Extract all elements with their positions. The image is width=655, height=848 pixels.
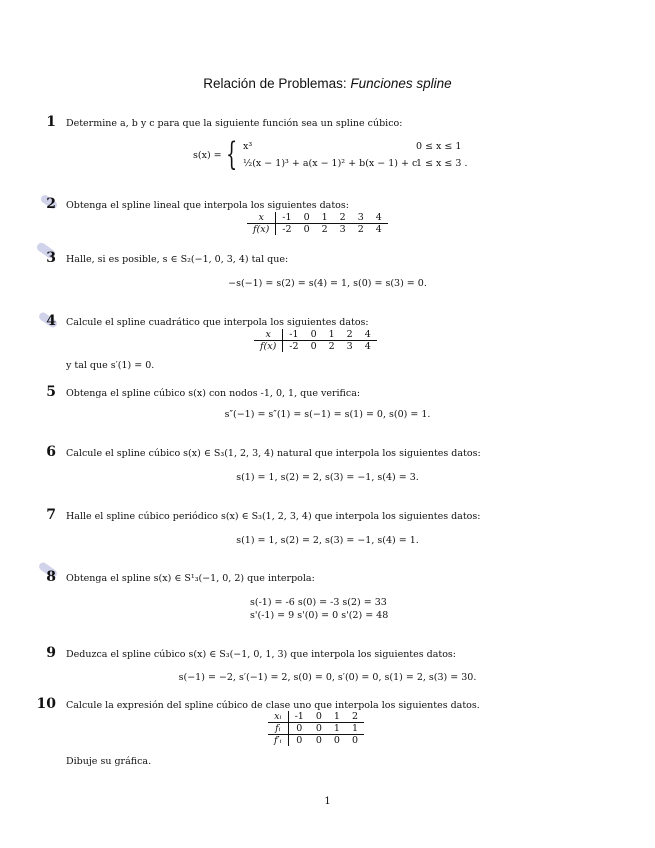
- table-cell: -1: [283, 329, 305, 341]
- equation: s(-1) = -6 s(0) = -3 s(2) = 33: [250, 597, 387, 608]
- table-cell: 0: [333, 735, 340, 746]
- table-cell: 2: [341, 329, 359, 341]
- table-cell: f′ᵢ: [268, 735, 288, 747]
- equation-case: x³: [243, 141, 253, 152]
- table-cell: 2: [328, 341, 335, 352]
- problem-text: Deduzca el spline cúbico s(x) ∈ S₃(−1, 0, 1, 3) que interpola los siguientes datos:: [66, 649, 457, 660]
- table-cell: 0: [310, 341, 317, 352]
- problem-text: Calcule la expresión del spline cúbico de clase uno que interpola los siguientes datos.: [66, 700, 480, 711]
- table-cell: -2: [282, 224, 292, 235]
- problem-number: 8: [46, 569, 56, 585]
- page-number: 1: [324, 796, 331, 807]
- data-table: [247, 212, 388, 235]
- equation: s'(-1) = 9 s'(0) = 0 s'(2) = 48: [250, 610, 389, 621]
- table-cell: 3: [339, 224, 346, 235]
- brace: {: [226, 135, 238, 173]
- table-cell: x: [254, 329, 283, 341]
- problem-number: 1: [46, 114, 56, 130]
- problem-text: y tal que s′(1) = 0.: [66, 360, 155, 371]
- problem-number: 6: [46, 444, 56, 460]
- table-cell: 1: [328, 711, 346, 723]
- table-cell: 0: [303, 224, 310, 235]
- table-cell: 0: [298, 212, 316, 224]
- page-title: Relación de Problemas: Funciones spline: [203, 76, 452, 91]
- table-cell: f(x): [247, 224, 276, 236]
- problem-number: 2: [46, 196, 56, 212]
- table-cell: 0: [288, 723, 310, 735]
- data-table: [254, 329, 377, 352]
- table-cell: 3: [352, 212, 370, 224]
- table-cell: -1: [288, 711, 310, 723]
- table-cell: xᵢ: [268, 711, 288, 723]
- equation: s″(−1) = s″(1) = s(−1) = s(1) = 0, s(0) = 1.: [224, 409, 431, 420]
- table-cell: 4: [370, 212, 388, 224]
- table-cell: 0: [310, 711, 328, 723]
- table-cell: 2: [346, 711, 364, 723]
- problem-text: Dibuje su gráfica.: [66, 756, 152, 767]
- table-cell: 0: [351, 735, 358, 746]
- equation-lhs: s(x) =: [193, 150, 222, 161]
- table-cell: -1: [276, 212, 298, 224]
- table-cell: 2: [357, 224, 364, 235]
- table-cell: 0: [310, 723, 328, 735]
- problem-number: 7: [46, 507, 56, 523]
- equation: s(1) = 1, s(2) = 2, s(3) = −1, s(4) = 1.: [236, 535, 419, 546]
- table-cell: 1: [316, 212, 334, 224]
- table-cell: 0: [305, 329, 323, 341]
- table-cell: 4: [364, 341, 371, 352]
- problem-number: 5: [46, 384, 56, 400]
- problem-number: 10: [36, 696, 56, 712]
- table-cell: 4: [359, 329, 377, 341]
- table-cell: 4: [375, 224, 382, 235]
- equation: s(1) = 1, s(2) = 2, s(3) = −1, s(4) = 3.: [236, 472, 419, 483]
- equation-condition: 1 ≤ x ≤ 3 .: [416, 158, 468, 169]
- equation-condition: 0 ≤ x ≤ 1: [416, 141, 462, 152]
- problem-text: Halle el spline cúbico periódico s(x) ∈ S₃(1, 2, 3, 4) que interpola los siguientes datos:: [66, 511, 481, 522]
- problem-number: 9: [46, 645, 56, 661]
- equation-case: ½(x − 1)³ + a(x − 1)² + b(x − 1) + c: [243, 158, 418, 169]
- problem-text: Calcule el spline cuadrático que interpola los siguientes datos:: [66, 317, 369, 328]
- table-cell: 1: [346, 723, 364, 735]
- table-cell: f(x): [254, 341, 283, 353]
- problem-text: Determine a, b y c para que la siguiente función sea un spline cúbico:: [66, 118, 403, 129]
- table-cell: 2: [334, 212, 352, 224]
- table-cell: 1: [323, 329, 341, 341]
- problem-text: Calcule el spline cúbico s(x) ∈ S₃(1, 2, 3, 4) natural que interpola los siguientes datos:: [66, 448, 481, 459]
- problem-text: Obtenga el spline s(x) ∈ S¹₃(−1, 0, 2) que interpola:: [66, 573, 315, 584]
- table-cell: -2: [289, 341, 299, 352]
- problem-number: 3: [46, 250, 56, 266]
- table-cell: 3: [346, 341, 353, 352]
- problem-text: Obtenga el spline lineal que interpola los siguientes datos:: [66, 200, 349, 211]
- equation: s(−1) = −2, s′(−1) = 2, s(0) = 0, s′(0) = 0, s(1) = 2, s(3) = 30.: [178, 672, 477, 683]
- table-cell: 0: [296, 735, 303, 746]
- table-cell: 2: [321, 224, 328, 235]
- equation: −s(−1) = s(2) = s(4) = 1, s(0) = s(3) = 0.: [228, 278, 427, 289]
- table-cell: fᵢ: [268, 723, 288, 735]
- table-cell: x: [247, 212, 276, 224]
- problem-number: 4: [46, 313, 56, 329]
- table-cell: 0: [315, 735, 322, 746]
- problem-text: Obtenga el spline cúbico s(x) con nodos -1, 0, 1, que verifica:: [66, 388, 361, 399]
- data-table: [268, 711, 364, 746]
- table-cell: 1: [328, 723, 346, 735]
- problem-text: Halle, si es posible, s ∈ S₂(−1, 0, 3, 4) tal que:: [66, 254, 289, 265]
